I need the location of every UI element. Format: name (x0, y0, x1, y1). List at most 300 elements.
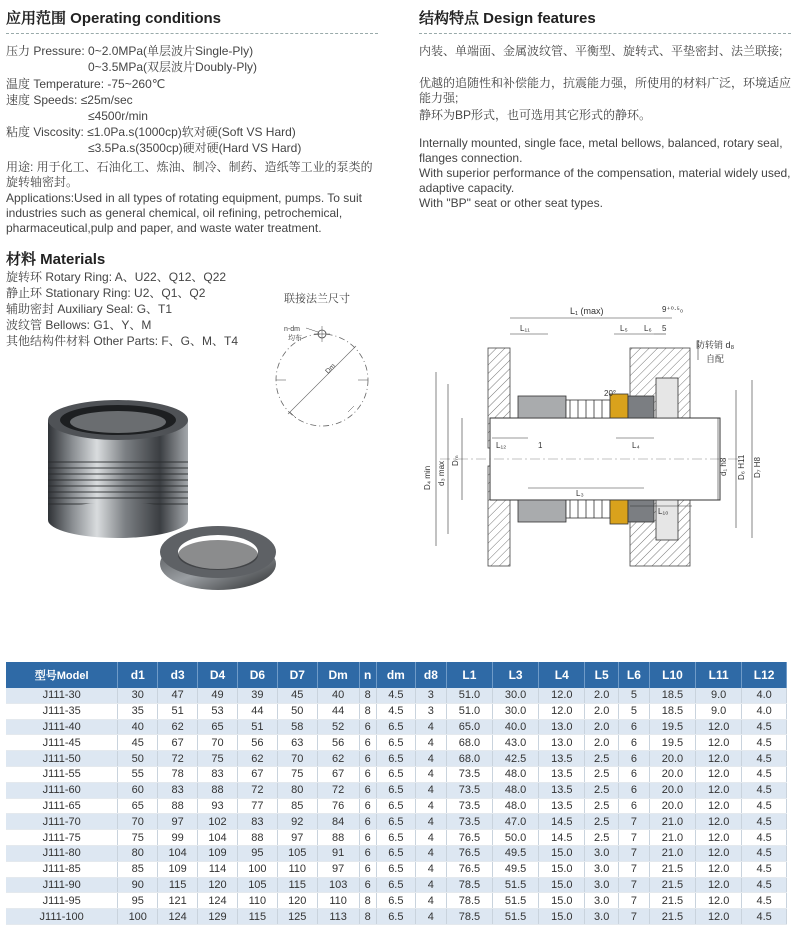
table-cell: 72 (237, 782, 277, 798)
table-cell: 70 (198, 735, 238, 751)
material-rotary: 旋转环 Rotary Ring: A、U22、Q12、Q22 (6, 270, 227, 284)
table-cell: 6.5 (376, 877, 415, 893)
table-cell: 12.0 (539, 688, 585, 703)
table-cell: 12.0 (696, 735, 742, 751)
table-cell: 100 (118, 909, 158, 925)
angle-label: 20° (604, 389, 617, 398)
table-cell: 114 (198, 861, 238, 877)
operating-conditions-title: 应用范围 Operating conditions (6, 10, 222, 27)
table-cell: J111-50 (6, 751, 118, 767)
table-cell: 88 (317, 830, 359, 846)
table-cell: 76.5 (446, 861, 492, 877)
table-cell: 12.0 (696, 877, 742, 893)
pin-label: 防转销 d₈ (696, 340, 735, 350)
table-cell: 53 (198, 703, 238, 719)
table-cell: 48.0 (493, 766, 539, 782)
table-cell: 4.0 (742, 688, 787, 703)
table-cell: 12.0 (696, 893, 742, 909)
dim-l4: L₄ (632, 441, 640, 450)
table-cell: 6.5 (376, 719, 415, 735)
table-cell: 6.5 (376, 909, 415, 925)
feature-cn-2: 优越的追随性和补偿能力，抗震能力强，所使用的材料广泛，环境适应能力强; (419, 76, 792, 105)
table-cell: 65.0 (446, 719, 492, 735)
table-cell: 92 (277, 814, 317, 830)
table-cell: 40 (317, 688, 359, 703)
table-cell: 4.5 (742, 782, 787, 798)
column-header: L12 (742, 662, 787, 688)
table-cell: 68.0 (446, 751, 492, 767)
table-cell: 97 (158, 814, 198, 830)
table-cell: 75 (118, 830, 158, 846)
table-cell: 4.5 (742, 893, 787, 909)
table-cell: 6.5 (376, 798, 415, 814)
table-cell: 13.0 (539, 735, 585, 751)
table-cell: 8 (359, 703, 376, 719)
table-cell: 68.0 (446, 735, 492, 751)
table-cell: 60 (118, 782, 158, 798)
dim-l6: L₆ (644, 324, 652, 333)
table-cell: 6.5 (376, 735, 415, 751)
speed-line-2: ≤4500r/min (88, 109, 148, 123)
table-cell: 7 (618, 861, 649, 877)
table-cell: 44 (237, 703, 277, 719)
pressure-line-2: 0~3.5MPa(双层波片Doubly-Ply) (88, 60, 258, 74)
table-cell: 4 (415, 830, 446, 846)
table-cell: 72 (317, 782, 359, 798)
table-cell: 9.0 (696, 703, 742, 719)
table-cell: 21.0 (649, 814, 695, 830)
table-cell: 7 (618, 877, 649, 893)
table-cell: 4.0 (742, 703, 787, 719)
table-cell: 6 (359, 798, 376, 814)
table-cell: 4 (415, 909, 446, 925)
dim-d4: D₄ min (423, 465, 432, 490)
divider (6, 33, 378, 34)
table-cell: 4 (415, 782, 446, 798)
table-cell: 6.5 (376, 814, 415, 830)
product-photo (38, 392, 288, 597)
table-cell: 6 (359, 782, 376, 798)
table-cell: 99 (158, 830, 198, 846)
column-header: L11 (696, 662, 742, 688)
table-cell: 83 (198, 766, 238, 782)
feature-en-1: Internally mounted, single face, metal bellows, balanced, rotary seal, flanges connection. (419, 136, 783, 165)
column-header: L3 (493, 662, 539, 688)
usage-cn: 用途: 用于化工、石油化工、炼油、制冷、制药、造纸等工业的泵类的旋转轴密封。 (6, 160, 373, 189)
viscosity-line: 粘度 Viscosity: ≤1.0Pa.s(1000cp)软对硬(Soft VS Hard) (6, 125, 296, 139)
table-cell: 103 (317, 877, 359, 893)
table-row (6, 893, 787, 909)
table-cell: 109 (198, 845, 238, 861)
table-cell: 6.5 (376, 861, 415, 877)
table-cell: 43.0 (493, 735, 539, 751)
table-cell: 7 (618, 830, 649, 846)
table-cell: 104 (158, 845, 198, 861)
table-cell: 63 (277, 735, 317, 751)
table-cell: 21.5 (649, 893, 695, 909)
table-cell: 100 (237, 861, 277, 877)
table-cell: 4 (415, 893, 446, 909)
table-cell: 12.0 (696, 845, 742, 861)
table-cell: 13.5 (539, 751, 585, 767)
table-cell: 73.5 (446, 782, 492, 798)
column-header: n (359, 662, 376, 688)
column-header: Dm (317, 662, 359, 688)
table-cell: 50 (277, 703, 317, 719)
table-cell: 21.0 (649, 845, 695, 861)
table-cell: 52 (317, 719, 359, 735)
table-cell: 12.0 (696, 814, 742, 830)
table-cell: 2.0 (585, 735, 619, 751)
design-features-title: 结构特点 Design features (419, 10, 596, 27)
table-cell: 76 (317, 798, 359, 814)
column-header: L6 (618, 662, 649, 688)
usage-en: Applications:Used in all types of rotating equipment, pumps. To suit industries such as general chemical, oil refining, petrochemical, pharmaceutical,pulp and paper, and waste water treatment. (6, 191, 362, 235)
table-cell: 7 (618, 893, 649, 909)
table-cell: 4.5 (742, 861, 787, 877)
table-cell: 65 (118, 798, 158, 814)
table-cell: 6 (618, 766, 649, 782)
table-cell: 55 (118, 766, 158, 782)
column-header: L10 (649, 662, 695, 688)
table-cell: 4.5 (742, 798, 787, 814)
table-cell: J111-85 (6, 861, 118, 877)
feature-en-2: With superior performance of the compensation, material widely used, adaptive capacity. (419, 166, 791, 195)
table-cell: 20.0 (649, 751, 695, 767)
table-cell: 47.0 (493, 814, 539, 830)
table-row (6, 861, 787, 877)
table-cell: 88 (237, 830, 277, 846)
cross-section-drawing (400, 300, 795, 610)
table-cell: 3.0 (585, 877, 619, 893)
table-cell: 67 (158, 735, 198, 751)
table-row (6, 798, 787, 814)
table-cell: 120 (198, 877, 238, 893)
table-row (6, 719, 787, 735)
table-cell: 109 (158, 861, 198, 877)
table-cell: 30.0 (493, 703, 539, 719)
table-cell: 12.0 (696, 861, 742, 877)
table-cell: 97 (317, 861, 359, 877)
table-cell: 9.0 (696, 688, 742, 703)
temperature-line: 温度 Temperature: -75~260℃ (6, 77, 166, 91)
table-cell: 2.5 (585, 814, 619, 830)
table-cell: 2.0 (585, 688, 619, 703)
table-cell: 6 (618, 782, 649, 798)
dim-l5: L₅ (620, 324, 628, 333)
table-cell: 48.0 (493, 782, 539, 798)
table-row (6, 830, 787, 846)
table-row (6, 751, 787, 767)
table-cell: 80 (277, 782, 317, 798)
column-header: d8 (415, 662, 446, 688)
table-cell: 51.0 (446, 688, 492, 703)
table-cell: 4 (415, 861, 446, 877)
table-row (6, 845, 787, 861)
table-cell: J111-45 (6, 735, 118, 751)
dim-d6: D₆ H11 (737, 454, 746, 480)
table-cell: 113 (317, 909, 359, 925)
table-cell: 19.5 (649, 719, 695, 735)
table-cell: 105 (277, 845, 317, 861)
table-cell: 48.0 (493, 798, 539, 814)
table-cell: 6.5 (376, 782, 415, 798)
table-row (6, 766, 787, 782)
table-cell: J111-70 (6, 814, 118, 830)
table-cell: 12.0 (696, 830, 742, 846)
table-cell: 47 (158, 688, 198, 703)
table-cell: J111-60 (6, 782, 118, 798)
table-cell: 70 (118, 814, 158, 830)
dim-d1: d₁ h8 (719, 457, 728, 476)
table-cell: 12.0 (696, 909, 742, 925)
dim-dm: Dₘ (451, 455, 460, 466)
table-cell: 15.0 (539, 877, 585, 893)
table-cell: 70 (277, 751, 317, 767)
material-other: 其他结构件材料 Other Parts: F、G、M、T4 (6, 334, 239, 348)
column-header: D7 (277, 662, 317, 688)
table-cell: 95 (118, 893, 158, 909)
table-cell: J111-95 (6, 893, 118, 909)
dim-d7: D₇ H8 (753, 457, 762, 478)
viscosity-line-2: ≤3.5Pa.s(3500cp)硬对硬(Hard VS Hard) (88, 141, 302, 155)
flange-caption: 联接法兰尺寸 (284, 293, 350, 305)
table-cell: 49 (198, 688, 238, 703)
table-cell: 51.0 (446, 703, 492, 719)
table-row (6, 877, 787, 893)
table-cell: 18.5 (649, 703, 695, 719)
table-cell: 2.0 (585, 719, 619, 735)
table-cell: 18.5 (649, 688, 695, 703)
table-cell: 14.5 (539, 830, 585, 846)
table-cell: 4 (415, 877, 446, 893)
column-header: L4 (539, 662, 585, 688)
material-auxiliary: 辅助密封 Auxiliary Seal: G、T1 (6, 302, 173, 316)
table-cell: 39 (237, 688, 277, 703)
table-cell: 88 (158, 798, 198, 814)
table-cell: 85 (118, 861, 158, 877)
table-cell: J111-100 (6, 909, 118, 925)
table-cell: 6.5 (376, 845, 415, 861)
table-cell: 4.5 (742, 830, 787, 846)
table-cell: 51.5 (493, 893, 539, 909)
table-cell: 78.5 (446, 909, 492, 925)
dim-five: 5 (662, 324, 667, 333)
table-cell: 58 (277, 719, 317, 735)
table-cell: 4 (415, 814, 446, 830)
table-cell: 80 (118, 845, 158, 861)
table-cell: 13.5 (539, 798, 585, 814)
table-cell: 65 (198, 719, 238, 735)
table-cell: 15.0 (539, 845, 585, 861)
table-cell: 6 (359, 814, 376, 830)
table-cell: 6.5 (376, 830, 415, 846)
table-cell: J111-35 (6, 703, 118, 719)
table-cell: 12.0 (696, 766, 742, 782)
table-cell: 12.0 (696, 798, 742, 814)
table-cell: 2.5 (585, 798, 619, 814)
table-cell: 51.5 (493, 909, 539, 925)
table-cell: 67 (317, 766, 359, 782)
table-cell: 3.0 (585, 861, 619, 877)
table-row (6, 814, 787, 830)
table-cell: 6 (359, 861, 376, 877)
table-cell: 4 (415, 798, 446, 814)
self-fit-label: 自配 (706, 354, 725, 364)
table-cell: 44 (317, 703, 359, 719)
table-cell: 12.0 (696, 719, 742, 735)
table-cell: 62 (158, 719, 198, 735)
table-cell: 50 (118, 751, 158, 767)
table-cell: 3 (415, 688, 446, 703)
pressure-line: 压力 Pressure: 0~2.0MPa(单层波片Single-Ply) (6, 44, 254, 58)
table-cell: 76.5 (446, 830, 492, 846)
dim-l10: L₁₀ (658, 507, 669, 516)
table-cell: J111-90 (6, 877, 118, 893)
table-row (6, 782, 787, 798)
table-cell: 97 (277, 830, 317, 846)
table-cell: 120 (277, 893, 317, 909)
table-cell: 72 (158, 751, 198, 767)
table-cell: 78 (158, 766, 198, 782)
table-cell: 21.5 (649, 877, 695, 893)
table-cell: 93 (198, 798, 238, 814)
table-cell: 76.5 (446, 845, 492, 861)
table-cell: 73.5 (446, 814, 492, 830)
table-cell: 3 (415, 703, 446, 719)
column-header: D4 (198, 662, 238, 688)
table-cell: 40 (118, 719, 158, 735)
table-cell: 8 (359, 909, 376, 925)
table-cell: 125 (277, 909, 317, 925)
table-cell: 4 (415, 845, 446, 861)
table-cell: 13.0 (539, 719, 585, 735)
feature-cn-3: 静环为BP形式，也可选用其它形式的静环。 (419, 108, 652, 122)
table-cell: 6 (359, 877, 376, 893)
table-cell: 56 (237, 735, 277, 751)
table-cell: 73.5 (446, 766, 492, 782)
table-row (6, 909, 787, 925)
table-cell: 51.5 (493, 877, 539, 893)
table-cell: 4.5 (742, 719, 787, 735)
table-cell: 4 (415, 735, 446, 751)
table-cell: 2.5 (585, 766, 619, 782)
table-cell: 6 (618, 751, 649, 767)
table-cell: 110 (317, 893, 359, 909)
table-cell: 15.0 (539, 861, 585, 877)
table-cell: 7 (618, 814, 649, 830)
table-cell: 13.5 (539, 782, 585, 798)
table-cell: 45 (118, 735, 158, 751)
table-cell: 40.0 (493, 719, 539, 735)
table-row (6, 735, 787, 751)
material-bellows: 波纹管 Bellows: G1、Y、M (6, 318, 152, 332)
table-cell: 83 (237, 814, 277, 830)
column-header: dm (376, 662, 415, 688)
table-cell: 115 (277, 877, 317, 893)
table-cell: 95 (237, 845, 277, 861)
table-cell: 83 (158, 782, 198, 798)
table-cell: 2.0 (585, 703, 619, 719)
table-cell: 30.0 (493, 688, 539, 703)
table-cell: 12.0 (696, 782, 742, 798)
table-cell: 6 (359, 735, 376, 751)
table-cell: 4.5 (742, 766, 787, 782)
table-cell: 77 (237, 798, 277, 814)
speed-line: 速度 Speeds: ≤25m/sec (6, 93, 133, 107)
table-cell: 90 (118, 877, 158, 893)
table-cell: J111-65 (6, 798, 118, 814)
column-header: D6 (237, 662, 277, 688)
table-cell: 88 (198, 782, 238, 798)
table-cell: J111-55 (6, 766, 118, 782)
column-header: 型号Model (6, 662, 118, 688)
feature-cn-1: 内装、单端面、金属波纹管、平衡型、旋转式、平垫密封、法兰联接; (419, 44, 783, 58)
table-cell: 129 (198, 909, 238, 925)
table-cell: 8 (359, 893, 376, 909)
table-cell: 4 (415, 719, 446, 735)
dim-tolerance: 9⁺⁰·⁵₀ (662, 305, 684, 314)
table-cell: 19.5 (649, 735, 695, 751)
dim-d3: d₃ max (437, 460, 446, 486)
table-cell: 50.0 (493, 830, 539, 846)
table-cell: 13.5 (539, 766, 585, 782)
table-cell: 4.5 (742, 877, 787, 893)
table-row (6, 688, 787, 703)
table-cell: 62 (237, 751, 277, 767)
table-cell: 6.5 (376, 766, 415, 782)
table-cell: 12.0 (696, 751, 742, 767)
table-cell: 4 (415, 751, 446, 767)
table-cell: 124 (158, 909, 198, 925)
table-cell: 84 (317, 814, 359, 830)
table-cell: 110 (237, 893, 277, 909)
column-header: d1 (118, 662, 158, 688)
table-cell: 91 (317, 845, 359, 861)
table-cell: 6 (359, 845, 376, 861)
table-cell: J111-75 (6, 830, 118, 846)
table-cell: 115 (237, 909, 277, 925)
table-cell: 105 (237, 877, 277, 893)
material-stationary: 静止环 Stationary Ring: U2、Q1、Q2 (6, 286, 206, 300)
table-cell: 4.5 (742, 909, 787, 925)
table-cell: 12.0 (539, 703, 585, 719)
table-cell: 67 (237, 766, 277, 782)
table-row (6, 703, 787, 719)
table-cell: 4.5 (742, 814, 787, 830)
table-cell: 124 (198, 893, 238, 909)
table-cell: 75 (277, 766, 317, 782)
table-cell: 21.5 (649, 861, 695, 877)
table-cell: 110 (277, 861, 317, 877)
table-cell: 78.5 (446, 877, 492, 893)
table-cell: 14.5 (539, 814, 585, 830)
table-cell: 30 (118, 688, 158, 703)
table-cell: 6 (359, 751, 376, 767)
table-cell: 21.0 (649, 830, 695, 846)
materials-title: 材料 Materials (6, 251, 106, 268)
table-cell: 2.5 (585, 751, 619, 767)
table-cell: 4.5 (742, 845, 787, 861)
table-cell: 4.5 (742, 751, 787, 767)
dim-l3: L₃ (576, 489, 584, 498)
flange-label-even: 均布 (288, 335, 302, 342)
table-cell: J111-30 (6, 688, 118, 703)
dim-l11: L₁₁ (520, 324, 530, 333)
divider (419, 33, 791, 34)
spec-table (6, 662, 787, 925)
column-header: d3 (158, 662, 198, 688)
